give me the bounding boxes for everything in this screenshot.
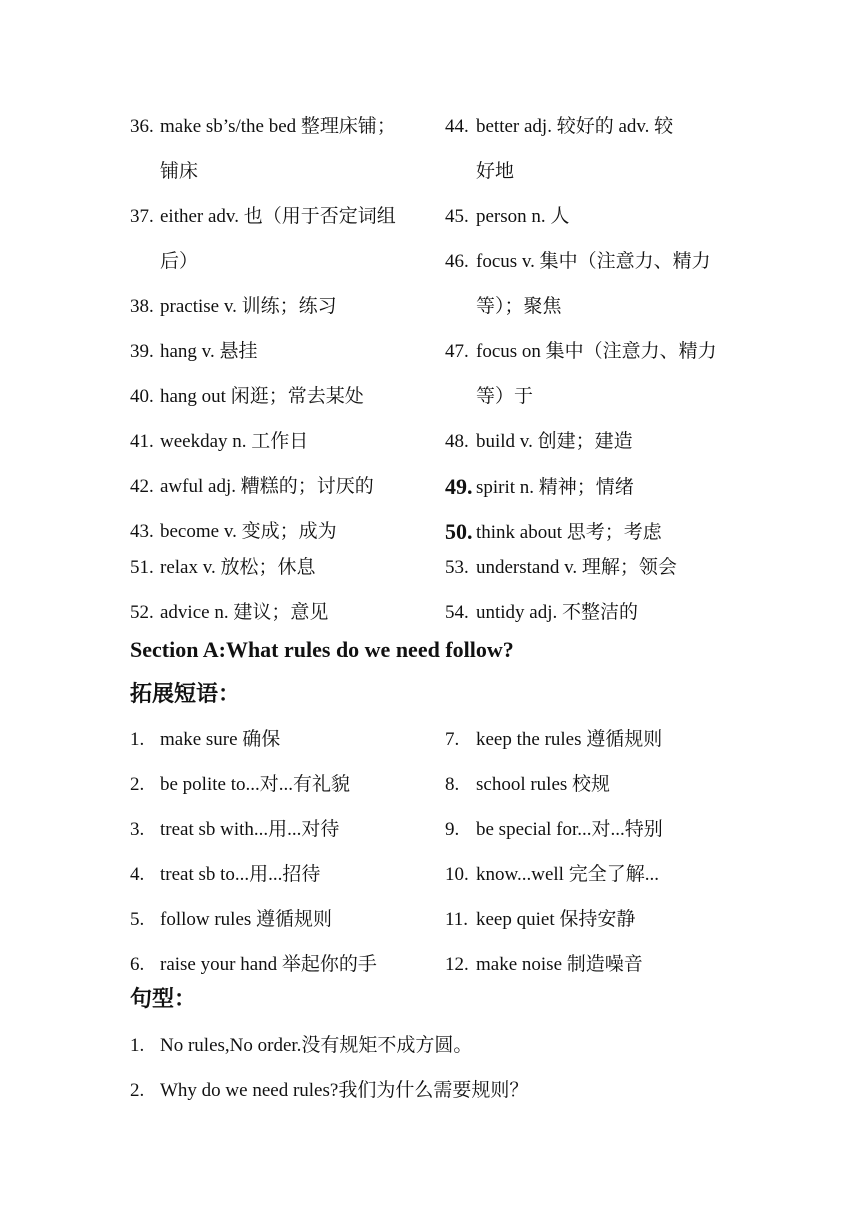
vocab-45-number: 45. xyxy=(445,206,469,227)
sentence-1-number: 1. xyxy=(130,1035,145,1056)
vocab-45-text: person n. 人 xyxy=(476,206,570,227)
phrase-6-text: raise your hand 举起你的手 xyxy=(160,954,377,975)
sentence-2-number: 2. xyxy=(130,1080,145,1101)
phrase-2-number: 2. xyxy=(130,774,145,795)
vocab-44-continuation: 好地 xyxy=(476,161,515,182)
vocab-54-number: 54. xyxy=(445,602,469,623)
vocab-39-text: hang v. 悬挂 xyxy=(160,341,258,362)
sentence-2-text: Why do we need rules?我们为什么需要规则？ xyxy=(160,1080,529,1101)
phrase-11-text: keep quiet 保持安静 xyxy=(476,909,636,930)
vocab-48-text: build v. 创建；建造 xyxy=(476,431,633,452)
vocab-36-continuation: 铺床 xyxy=(160,161,199,182)
vocab-47-text: focus on 集中（注意力、精力 xyxy=(476,341,717,362)
vocab-47-number: 47. xyxy=(445,341,469,362)
vocab-41-number: 41. xyxy=(130,431,154,452)
vocab-43-text: become v. 变成；成为 xyxy=(160,521,337,542)
phrase-9-number: 9. xyxy=(445,819,460,840)
vocab-53-number: 53. xyxy=(445,557,469,578)
vocab-42-text: awful adj. 糟糕的；讨厌的 xyxy=(160,476,374,497)
vocab-52-text: advice n. 建议；意见 xyxy=(160,602,329,623)
section-title: Section A:What rules do we need follow? xyxy=(130,637,514,662)
vocab-48-number: 48. xyxy=(445,431,469,452)
vocab-41-text: weekday n. 工作日 xyxy=(160,431,309,452)
phrase-8-number: 8. xyxy=(445,774,460,795)
phrase-2-text: be polite to...对...有礼貌 xyxy=(160,774,350,795)
vocab-43-number: 43. xyxy=(130,521,154,542)
vocab-53-text: understand v. 理解；领会 xyxy=(476,557,677,578)
vocab-46-continuation: 等）；聚焦 xyxy=(476,296,562,317)
vocab-51-text: relax v. 放松；休息 xyxy=(160,557,316,578)
vocab-36-number: 36. xyxy=(130,116,154,137)
vocab-51-number: 51. xyxy=(130,557,154,578)
vocab-44-text: better adj. 较好的 adv. 较 xyxy=(476,116,674,137)
vocab-40-text: hang out 闲逛；常去某处 xyxy=(160,386,364,407)
vocab-54-text: untidy adj. 不整洁的 xyxy=(476,602,639,623)
phrase-5-number: 5. xyxy=(130,909,145,930)
phrase-6-number: 6. xyxy=(130,954,145,975)
vocab-49-text: spirit n. 精神；情绪 xyxy=(476,477,634,498)
phrase-4-number: 4. xyxy=(130,864,145,885)
sentences-heading: 句型： xyxy=(130,987,197,1012)
phrase-4-text: treat sb to...用...招待 xyxy=(160,864,321,885)
vocab-42-number: 42. xyxy=(130,476,154,497)
vocab-52-number: 52. xyxy=(130,602,154,623)
phrases-heading: 拓展短语： xyxy=(130,682,241,707)
phrase-7-text: keep the rules 遵循规则 xyxy=(476,729,663,750)
vocab-50-text: think about 思考；考虑 xyxy=(476,522,662,543)
vocab-46-number: 46. xyxy=(445,251,469,272)
vocab-47-continuation: 等）于 xyxy=(476,386,534,407)
phrase-10-text: know...well 完全了解... xyxy=(476,864,659,885)
vocab-50-number: 50. xyxy=(445,519,473,544)
phrase-10-number: 10. xyxy=(445,864,469,885)
vocab-46-text: focus v. 集中（注意力、精力 xyxy=(476,251,711,272)
vocab-38-number: 38. xyxy=(130,296,154,317)
sentence-1-text: No rules,No order.没有规矩不成方圆。 xyxy=(160,1035,473,1056)
vocab-37-text: either adv. 也（用于否定词组 xyxy=(160,206,396,227)
phrase-5-text: follow rules 遵循规则 xyxy=(160,909,333,930)
vocab-38-text: practise v. 训练；练习 xyxy=(160,296,337,317)
phrase-11-number: 11. xyxy=(445,909,469,930)
vocab-40-number: 40. xyxy=(130,386,154,407)
phrase-9-text: be special for...对...特别 xyxy=(476,819,663,840)
phrase-1-number: 1. xyxy=(130,729,145,750)
phrase-3-number: 3. xyxy=(130,819,145,840)
vocab-49-number: 49. xyxy=(445,474,473,499)
phrase-8-text: school rules 校规 xyxy=(476,774,611,795)
phrase-7-number: 7. xyxy=(445,729,460,750)
phrase-12-number: 12. xyxy=(445,954,469,975)
vocab-39-number: 39. xyxy=(130,341,154,362)
vocab-37-continuation: 后） xyxy=(160,251,199,272)
vocab-44-number: 44. xyxy=(445,116,469,137)
vocab-36-text: make sb’s/the bed 整理床铺； xyxy=(160,116,396,137)
vocab-37-number: 37. xyxy=(130,206,154,227)
phrase-12-text: make noise 制造噪音 xyxy=(476,954,643,975)
phrase-1-text: make sure 确保 xyxy=(160,729,281,750)
phrase-3-text: treat sb with...用...对待 xyxy=(160,819,340,840)
